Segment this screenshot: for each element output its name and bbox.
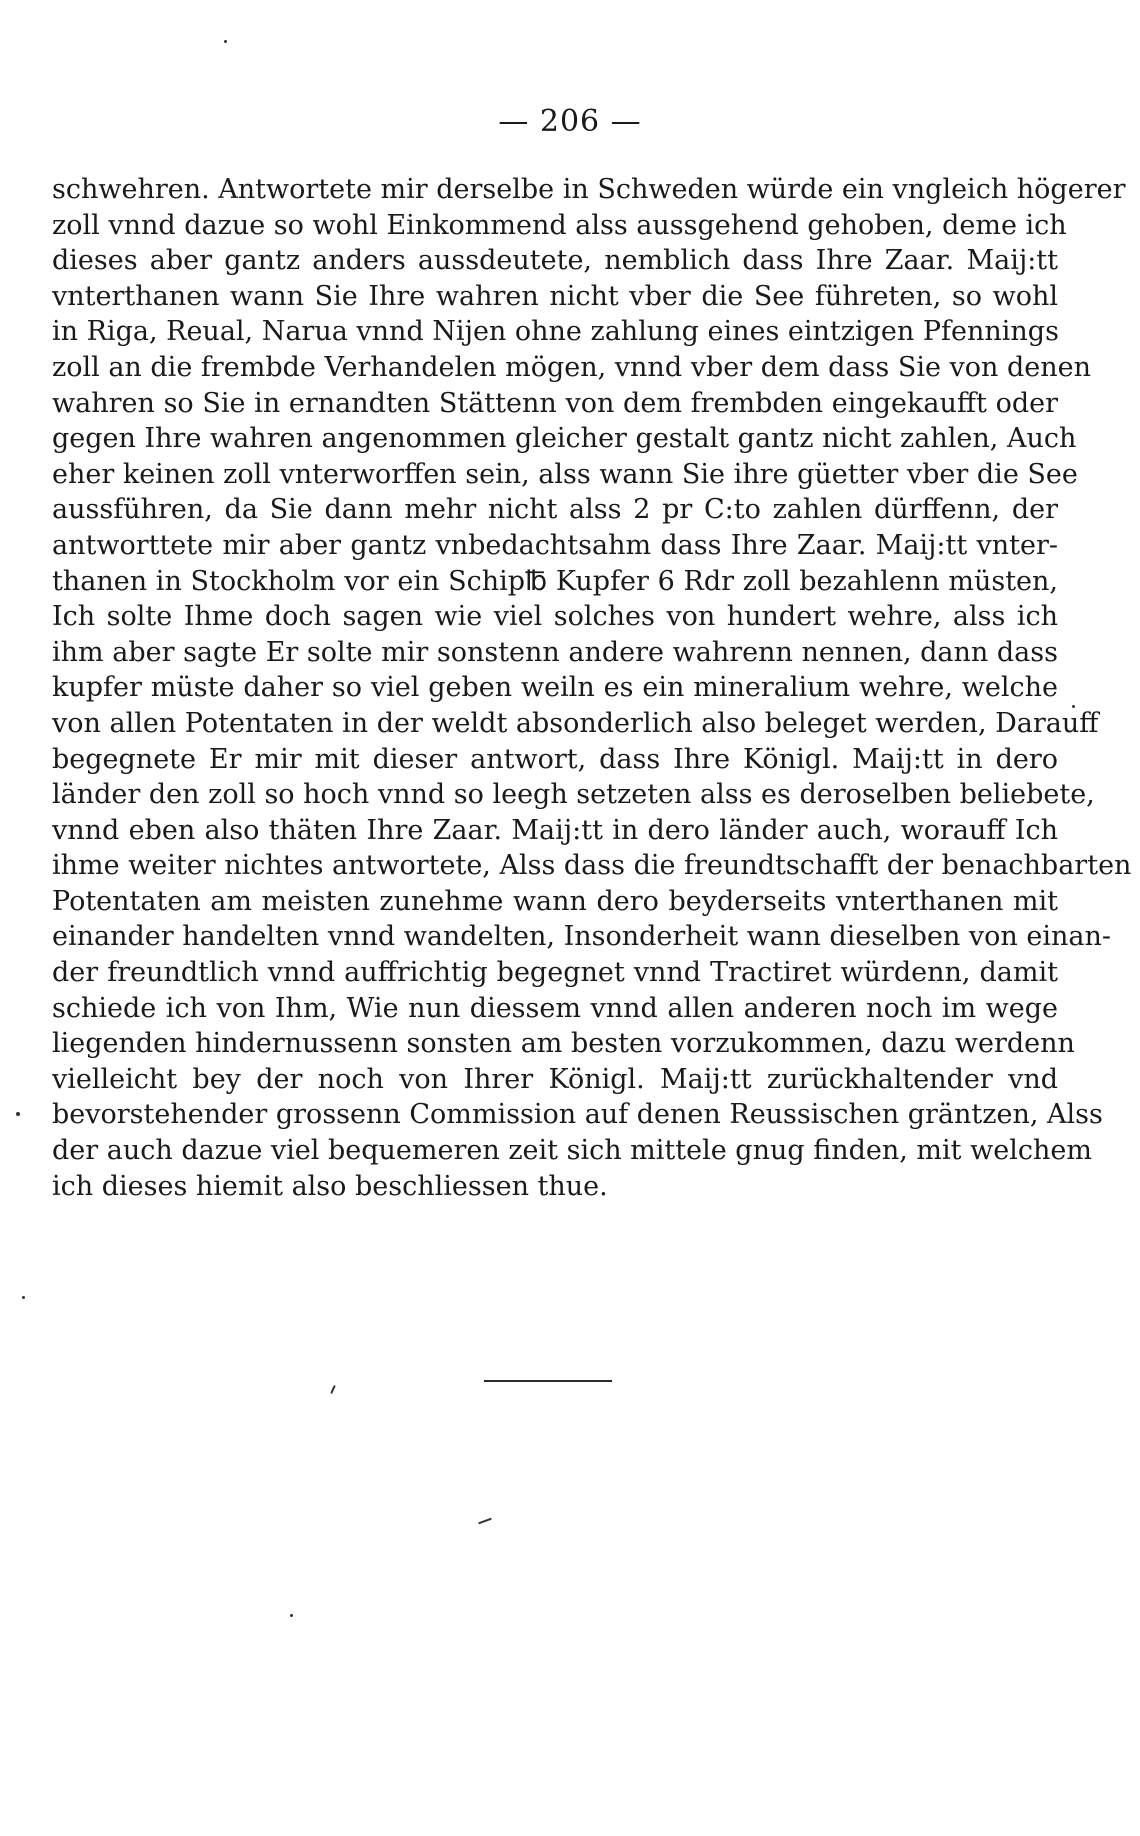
text-line: kupfer müste daher so viel geben weiln es ein mineralium wehre, welche — [52, 672, 1058, 704]
text-line: aussführen, da Sie dann mehr nicht alss 2 pr C:to zahlen dürffenn, der — [52, 494, 1058, 526]
scan-speck — [224, 40, 227, 43]
text-line: vnnd eben also thäten Ihre Zaar. Maij:tt in dero länder auch, worauff Ich — [52, 814, 1058, 846]
text-line: von allen Potentaten in der weldt absonderlich also beleget werden, Darauff — [52, 707, 1099, 739]
page-number-header: — 206 — — [498, 104, 642, 139]
text-line: schwehren. Antwortete mir derselbe in Schweden würde ein vngleich högerer — [52, 174, 1126, 205]
scan-speck — [478, 1518, 492, 1525]
scan-speck — [22, 1296, 25, 1299]
scan-speck — [1072, 705, 1075, 708]
text-line: gegen Ihre wahren angenommen gleicher gestalt gantz nicht zahlen, Auch — [52, 423, 1077, 455]
text-line: einander handelten vnnd wandelten, Insonderheit wann dieselben von einan- — [52, 921, 1112, 953]
text-line: ihme weiter nichtes antwortete, Alss dass die freundtschafft der benachbarten — [52, 850, 1132, 882]
text-line: liegenden hindernussenn sonsten am besten vorzukommen, dazu werdenn — [52, 1028, 1075, 1060]
text-line: der auch dazue viel bequemeren zeit sich mittele gnug finden, mit welchem — [52, 1135, 1092, 1167]
text-line: der freundtlich vnnd auffrichtig begegnet vnnd Tractiret würdenn, damit — [52, 957, 1058, 989]
text-line: zoll vnnd dazue so wohl Einkommend alss aussgehend gehoben, deme ich — [52, 209, 1067, 241]
text-line: vnterthanen wann Sie Ihre wahren nicht vber die See führeten, so wohl — [52, 280, 1058, 312]
scan-speck — [330, 1385, 336, 1394]
scan-speck — [290, 1614, 293, 1617]
text-line: wahren so Sie in ernandten Stättenn von dem frembden eingekaufft oder — [52, 387, 1058, 419]
text-line: antworttete mir aber gantz vnbedachtsahm dass Ihre Zaar. Maij:tt vnter- — [52, 529, 1058, 561]
text-line: in Riga, Reual, Narua vnnd Nijen ohne zahlung eines eintzigen Pfennings — [52, 316, 1059, 348]
text-line: länder den zoll so hoch vnnd so leegh setzeten alss es deroselben beliebete, — [52, 779, 1095, 811]
text-line: ihm aber sagte Er solte mir sonstenn andere wahrenn nennen, dann dass — [52, 636, 1058, 668]
text-line: bevorstehender grossenn Commission auf denen Reussischen gräntzen, Alss — [52, 1099, 1103, 1131]
body-text — [52, 172, 1132, 1204]
text-line: schiede ich von Ihm, Wie nun diessem vnnd allen anderen noch im wege — [52, 992, 1058, 1024]
text-line: eher keinen zoll vnterworffen sein, alss wann Sie ihre güetter vber die See — [52, 458, 1078, 490]
text-line: thanen in Stockholm vor ein Schip℔ Kupfer 6 Rdr zoll bezahlenn müsten, — [52, 565, 1058, 597]
end-rule-divider — [484, 1380, 612, 1382]
text-line: dieses aber gantz anders aussdeutete, nemblich dass Ihre Zaar. Maij:tt — [52, 245, 1058, 277]
text-line: Ich solte Ihme doch sagen wie viel solches von hundert wehre, alss ich — [52, 601, 1058, 633]
text-line: Potentaten am meisten zunehme wann dero beyderseits vnterthanen mit — [52, 885, 1058, 917]
text-line: vielleicht bey der noch von Ihrer Königl. Maij:tt zurückhaltender vnd — [52, 1063, 1058, 1095]
scan-speck — [16, 1112, 20, 1116]
text-line: zoll an die frembde Verhandelen mögen, vnnd vber dem dass Sie von denen — [52, 351, 1092, 383]
text-line: begegnete Er mir mit dieser antwort, dass Ihre Königl. Maij:tt in dero — [52, 743, 1058, 775]
text-line-final: ich dieses hiemit also beschliessen thue. — [52, 1170, 608, 1202]
